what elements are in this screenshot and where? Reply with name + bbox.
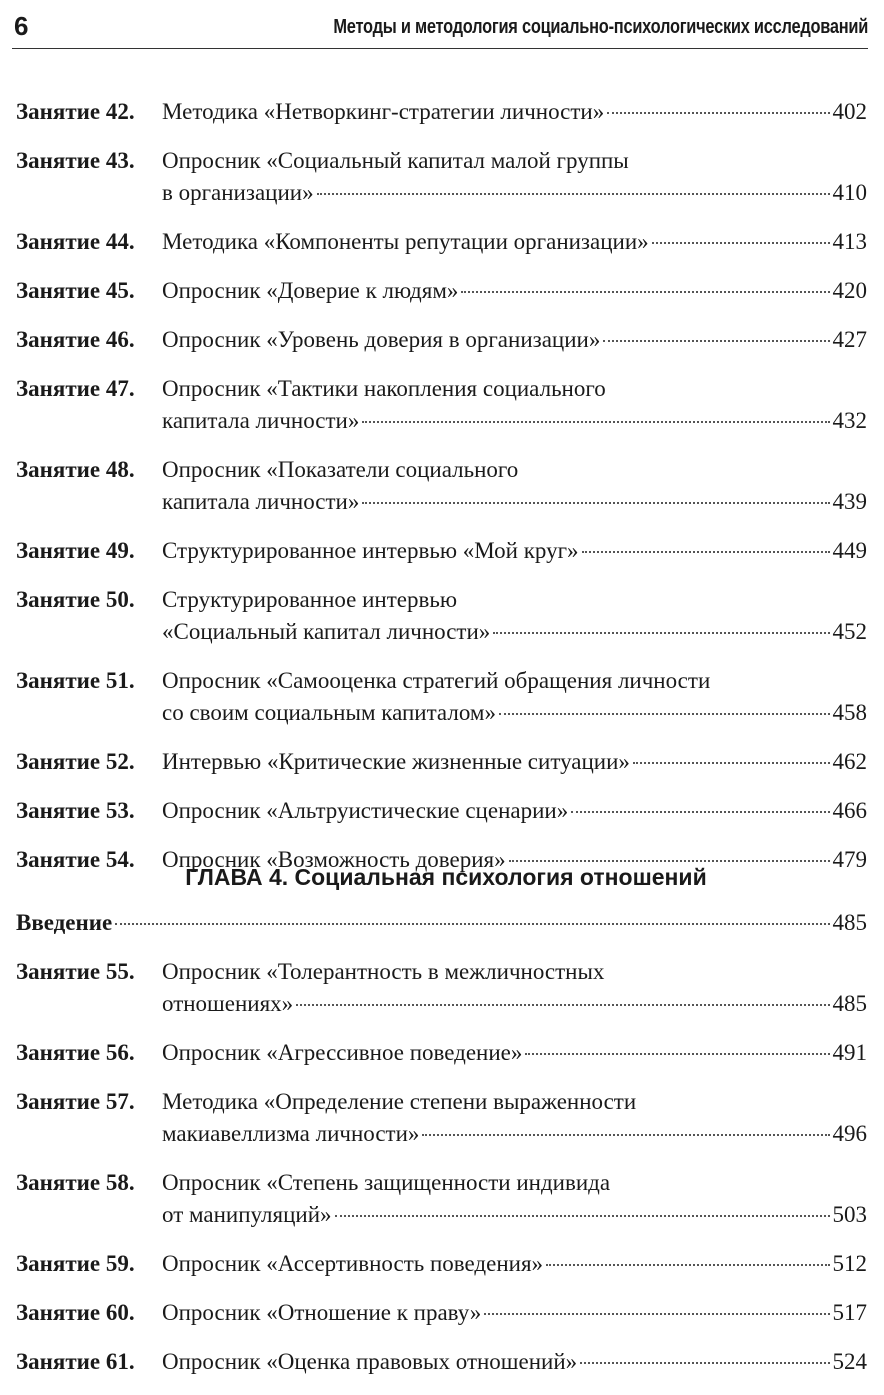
toc-entry-title: Методика «Нетворкинг-стратегии личности»	[162, 99, 605, 124]
toc-entry-page: 485	[832, 910, 867, 935]
dot-leader	[296, 1004, 829, 1006]
toc-entry[interactable]	[16, 1248, 867, 1280]
toc-entry-title: отношениях»	[162, 991, 294, 1016]
dot-leader	[362, 502, 829, 504]
toc-entry-title: Опросник «Возможность доверия»	[162, 847, 506, 872]
toc-entry-label: Занятие 51.	[16, 668, 135, 693]
toc-entry[interactable]	[16, 584, 867, 648]
toc-entry-page: 410	[832, 180, 867, 205]
toc-entry[interactable]	[16, 1037, 867, 1069]
toc-entry-title: Опросник «Социальный капитал малой группы	[162, 148, 629, 173]
toc-entry[interactable]	[16, 1086, 867, 1150]
toc-section-chapter-4	[16, 907, 867, 1395]
toc-entry-page: 449	[832, 538, 867, 563]
toc-entry-page: 402	[832, 99, 867, 124]
dot-leader	[484, 1313, 829, 1315]
toc-entry-label: Занятие 55.	[16, 959, 135, 984]
toc-entry[interactable]	[16, 275, 867, 307]
running-title: Методы и методология социально-психологических исследований	[333, 16, 868, 38]
toc-entry[interactable]	[16, 1297, 867, 1329]
toc-entry-title: Опросник «Показатели социального	[162, 457, 519, 482]
dot-leader	[115, 923, 829, 925]
toc-entry-title: капитала личности»	[162, 408, 360, 433]
toc-entry-label: Занятие 54.	[16, 847, 135, 872]
toc-entry-page: 491	[832, 1040, 867, 1065]
toc-entry[interactable]	[16, 324, 867, 356]
toc-entry-page: 517	[832, 1300, 867, 1325]
toc-entry-title: Опросник «Отношение к праву»	[162, 1300, 482, 1325]
dot-leader	[525, 1053, 829, 1055]
toc-entry-title: Опросник «Агрессивное поведение»	[162, 1040, 523, 1065]
toc-entry-title: Опросник «Ассертивность поведения»	[162, 1251, 544, 1276]
toc-entry-label: Занятие 60.	[16, 1300, 135, 1325]
toc-entry-page: 452	[832, 619, 867, 644]
toc-entry-title: Методика «Определение степени выраженности	[162, 1089, 637, 1114]
toc-entry-label: Занятие 46.	[16, 327, 135, 352]
toc-entry-title: от манипуляций»	[162, 1202, 332, 1227]
toc-entry-label: Занятие 48.	[16, 457, 135, 482]
toc-entry-page: 466	[832, 798, 867, 823]
running-header	[12, 8, 868, 49]
toc-entry[interactable]	[16, 795, 867, 827]
toc-entry-label: Занятие 47.	[16, 376, 135, 401]
toc-entry-page: 432	[832, 408, 867, 433]
chapter-title: ГЛАВА 4. Социальная психология отношений	[185, 864, 707, 890]
toc-entry-page: 439	[832, 489, 867, 514]
toc-entry-title: Опросник «Степень защищенности индивида	[162, 1170, 611, 1195]
toc-entry[interactable]	[16, 1167, 867, 1231]
toc-entry-title: Методика «Компоненты репутации организации»	[162, 229, 649, 254]
dot-leader	[580, 1362, 829, 1364]
toc-entry-label: Занятие 59.	[16, 1251, 135, 1276]
toc-entry[interactable]	[16, 373, 867, 437]
toc-entry-label: Занятие 61.	[16, 1349, 135, 1374]
toc-entry-title: со своим социальным капиталом»	[162, 700, 496, 725]
toc-entry-label: Занятие 44.	[16, 229, 135, 254]
toc-entry-title: капитала личности»	[162, 489, 360, 514]
toc-entry-page: 485	[832, 991, 867, 1016]
toc-entry-label: Занятие 53.	[16, 798, 135, 823]
toc-entry-page: 420	[832, 278, 867, 303]
toc-entry-title: «Социальный капитал личности»	[162, 619, 491, 644]
toc-entry-page: 524	[832, 1349, 867, 1374]
toc-section-chapter-3	[16, 96, 867, 893]
toc-entry-title: в организации»	[162, 180, 314, 205]
toc-entry-label: Занятие 56.	[16, 1040, 135, 1065]
toc-entry-title: Структурированное интервью	[162, 587, 458, 612]
toc-entry-page: 512	[832, 1251, 867, 1276]
toc-entry-title: Опросник «Толерантность в межличностных	[162, 959, 605, 984]
toc-entry-page: 427	[832, 327, 867, 352]
toc-entry[interactable]	[16, 746, 867, 778]
dot-leader	[335, 1215, 830, 1217]
toc-entry-label: Занятие 43.	[16, 148, 135, 173]
toc-entry-label: Введение	[16, 910, 113, 935]
toc-entry[interactable]	[16, 96, 867, 128]
toc-entry-page: 462	[832, 749, 867, 774]
page-number: 6	[14, 11, 29, 41]
toc-entry-page: 496	[832, 1121, 867, 1146]
toc-entry[interactable]	[16, 665, 867, 729]
toc-entry-label: Занятие 45.	[16, 278, 135, 303]
toc-entry-title: макиавеллизма личности»	[162, 1121, 420, 1146]
toc-entry-page: 413	[832, 229, 867, 254]
dot-leader	[461, 291, 829, 293]
toc-entry[interactable]	[16, 535, 867, 567]
dot-leader	[652, 242, 830, 244]
dot-leader	[546, 1264, 829, 1266]
dot-leader	[317, 193, 830, 195]
dot-leader	[422, 1134, 829, 1136]
dot-leader	[571, 811, 829, 813]
toc-entry-title: Опросник «Доверие к людям»	[162, 278, 459, 303]
toc-entry-title: Опросник «Самооценка стратегий обращения личности	[162, 668, 711, 693]
toc-entry[interactable]	[16, 226, 867, 258]
toc-entry-title: Структурированное интервью «Мой круг»	[162, 538, 579, 563]
toc-entry-label: Занятие 57.	[16, 1089, 135, 1114]
toc-entry-page: 503	[832, 1202, 867, 1227]
toc-entry[interactable]	[16, 145, 867, 209]
toc-entry-page: 458	[832, 700, 867, 725]
toc-entry-title: Интервью «Критические жизненные ситуации»	[162, 749, 630, 774]
toc-entry-page: 479	[832, 847, 867, 872]
toc-entry-title: Опросник «Оценка правовых отношений»	[162, 1349, 578, 1374]
toc-entry-title: Опросник «Альтруистические сценарии»	[162, 798, 569, 823]
dot-leader	[493, 632, 829, 634]
toc-entry-introduction[interactable]	[16, 907, 867, 939]
toc-entry-label: Занятие 42.	[16, 99, 135, 124]
toc-entry-title: Опросник «Тактики накопления социального	[162, 376, 606, 401]
toc-entry-title: Опросник «Уровень доверия в организации»	[162, 327, 601, 352]
toc-entry-label: Занятие 58.	[16, 1170, 135, 1195]
toc-entry[interactable]	[16, 1346, 867, 1378]
toc-entry[interactable]	[16, 956, 867, 1020]
toc-entry-label: Занятие 52.	[16, 749, 135, 774]
dot-leader	[362, 421, 829, 423]
toc-entry[interactable]	[16, 454, 867, 518]
toc-entry-label: Занятие 50.	[16, 587, 135, 612]
dot-leader	[603, 340, 829, 342]
dot-leader	[582, 551, 830, 553]
dot-leader	[499, 713, 830, 715]
dot-leader	[607, 112, 829, 114]
dot-leader	[633, 762, 830, 764]
toc-entry-label: Занятие 49.	[16, 538, 135, 563]
